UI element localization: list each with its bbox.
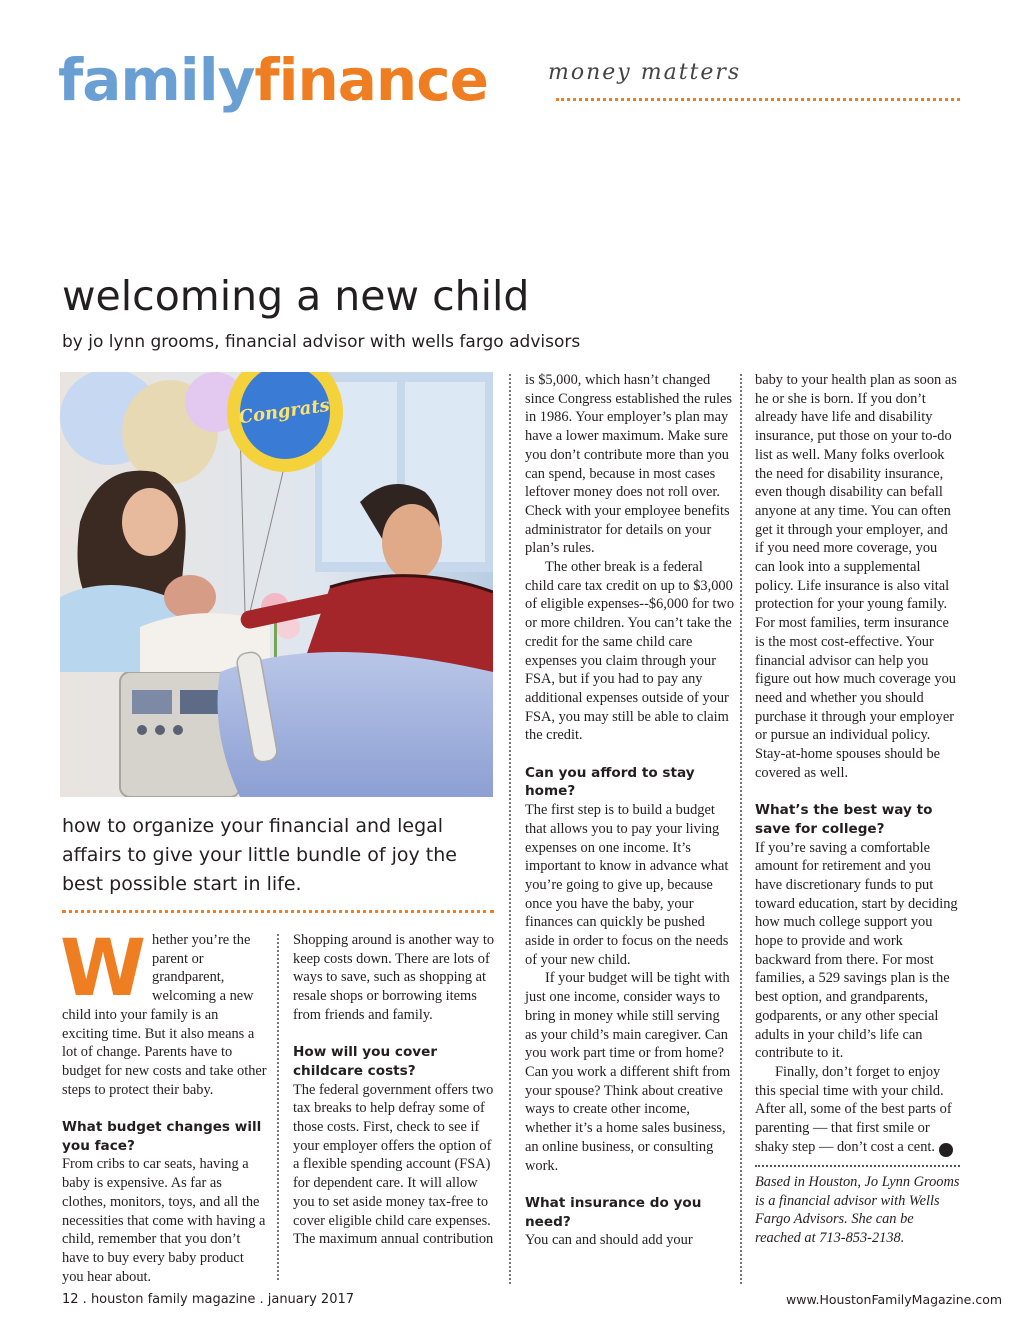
closing-text: Finally, don’t forget to enjoy this special time with your child. After all, some of the best parts of parenting — that first smile or shaky step — don’t cost a cent.: [755, 1064, 952, 1155]
paragraph: From cribs to car seats, having a baby is expensive. As far as clothes, monitors, toys, and all the necessities that come with having a child, remember that you don’t have to buy every baby product you hear about.: [62, 1156, 266, 1285]
article-column-1: [60, 924, 267, 1286]
brand-family: family: [58, 46, 255, 114]
paragraph: The first step is to build a budget that allows you to pay your living expenses on one income. It’s important to know in advance what you’re going to give up, because once you have the baby, your finances can quickly be pushed aside in order to focus on the needs of your new child.: [525, 802, 729, 968]
paragraph: baby to your health plan as soon as he or she is born. If you don’t already have life and disability insurance, put those on your to-do list as well. Many folks overlook the need for disability insurance, even though disability can befall anyone at any time. You can often get it through your employer, and if you need more coverage, you can look into a supplemental policy. Life insurance is also vital protection for your young family. For most families, term insurance is the most cost-effective. Your financial advisor can help you figure out how much coverage you need and whether you should purchase it through your employer or pursue an individual policy. Stay-at-home spouses should be covered as well.: [755, 372, 957, 781]
paragraph: You can and should add your: [525, 1232, 693, 1249]
drop-cap: W: [60, 924, 147, 1014]
paragraph: If your budget will be tight with just one income, consider ways to bring in money while still serving as your child’s main caregiver. Can you work part time or from home? Can you work a different shift from your spouse? Think about creative ways to create other income, whether it’s a home sales business, an online business, or consulting work.: [525, 970, 731, 1174]
closing-paragraph: [755, 1063, 971, 1157]
article-column-4: [755, 371, 971, 1248]
article-deck: how to organize your financial and legal affairs to give your little bundle of joy the best possible start in life.: [62, 815, 457, 895]
column-separator: [277, 934, 279, 1280]
intro-paragraph: [60, 924, 267, 1099]
brand-finance: finance: [254, 46, 488, 114]
bio-dotted-rule: [755, 1165, 960, 1167]
end-mark-icon: HF: [939, 1143, 953, 1157]
column-separator: [740, 374, 742, 1284]
paragraph: The federal government offers two tax breaks to help defray some of those costs. First, check to see if your employer offers the option of a flexible spending account (FSA) for dependent care. It will allow you to set aside money tax-free to cover eligible child care expenses. The maximum annual contribution: [293, 1081, 494, 1248]
column-separator: [509, 374, 511, 1284]
intro-text: hether you’re the parent or grandparent, welcoming a new child into your family is an exciting time. But it also means a lot of change. Parents have to budget for new costs and take other steps to protect their baby.: [62, 932, 267, 1098]
subheading-stay-home: Can you afford to stay home?: [525, 764, 695, 800]
tagline-dotted-rule: [556, 98, 960, 101]
paragraph: If you’re saving a comfortable amount for retirement and you have discretionary funds to put toward education, start by deciding how much college support you hope to provide and work backward from there. For most families, a 529 savings plan is the best option, and grandparents, godparents, or any other special adults in your child’s life can contribute to it.: [755, 839, 958, 1062]
article-byline: by jo lynn grooms, financial advisor with wells fargo advisors: [62, 332, 581, 352]
deck-dotted-rule: [62, 910, 494, 913]
article-column-3: [525, 371, 735, 1250]
author-bio: Based in Houston, Jo Lynn Grooms is a financial advisor with Wells Fargo Advisors. She can be reached at 713-853-2138.: [755, 1173, 960, 1246]
balloon-congrats-text: Congrats: [237, 394, 332, 429]
page-folio: 12 . houston family magazine . january 2017: [62, 1292, 355, 1307]
article-title: welcoming a new child: [62, 272, 530, 320]
subheading-insurance: What insurance do you need?: [525, 1194, 702, 1230]
article-photo: [60, 372, 493, 797]
subheading-budget-changes: What budget changes will you face?: [62, 1119, 262, 1154]
paragraph: is $5,000, which hasn’t changed since Congress established the rules in 1986. Your employer’s plan may have a lower maximum. Make sure you don’t contribute more than you can spend, because in most cases leftover money does not roll over. Check with your employee benefits administrator for details on your plan’s rules.: [525, 372, 733, 557]
paragraph: The other break is a federal child care tax credit on up to $3,000 of eligible expenses--$6,000 for two or more children. You can’t take the credit for the same child care expenses you claim through your FSA, but if you had to pay any additional expenses outside of your FSA, you may still be able to claim the credit.: [525, 559, 735, 744]
subheading-college: What’s the best way to save for college?: [755, 802, 933, 837]
masthead-logo: [58, 40, 488, 120]
paragraph: Shopping around is another way to keep costs down. There are lots of ways to save, such as shopping at resale shops or borrowing items from friends and family.: [293, 932, 495, 1023]
section-tagline: money matters: [548, 60, 742, 85]
footer-url: www.HoustonFamilyMagazine.com: [786, 1292, 1003, 1307]
subheading-childcare-costs: How will you cover childcare costs?: [293, 1044, 438, 1079]
article-column-2: [293, 931, 498, 1249]
